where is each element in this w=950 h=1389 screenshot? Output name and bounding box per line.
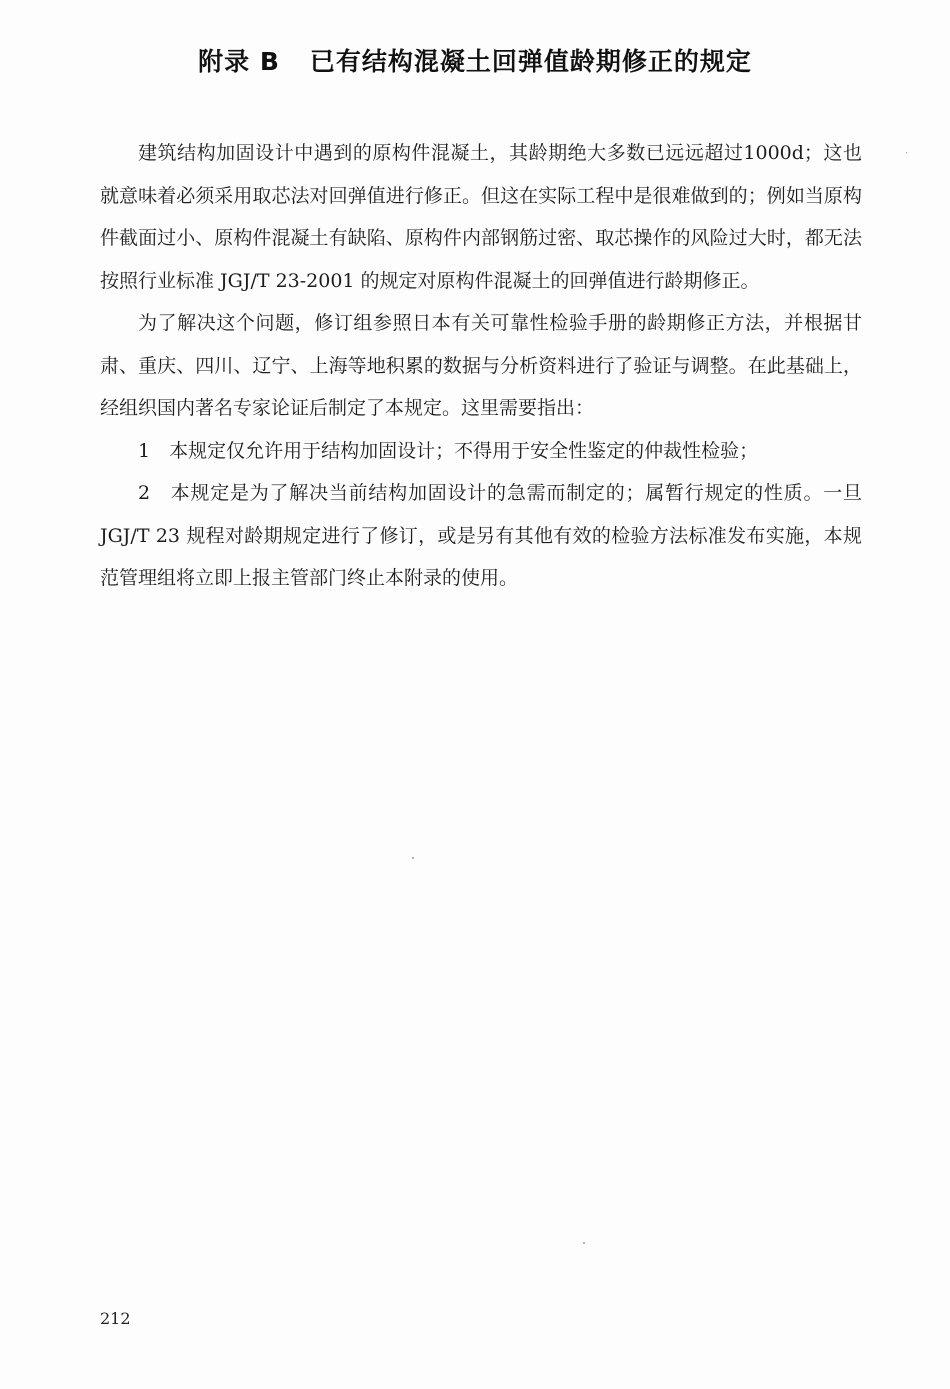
list-item-1: 1 本规定仅允许用于结构加固设计；不得用于安全性鉴定的仲裁性检验； [138, 439, 759, 462]
appendix-heading: 已有结构混凝土回弹值龄期修正的规定 [309, 47, 752, 76]
scan-speck [583, 1242, 585, 1244]
appendix-title [0, 42, 950, 78]
list-item-2: 2 本规定是为了解决当前结构加固设计的急需而制定的；属暂行规定的性质。一旦 JGJ/T 23 规程对龄期规定进行了修订，或是另有其他有效的检验方法标准发布实施，本规范管理组将立即上报主管部门终止本附录的使用。 [100, 482, 862, 589]
scan-speck [906, 152, 907, 153]
paragraph-2: 为了解决这个问题，修订组参照日本有关可靠性检验手册的龄期修正方法，并根据甘肃、重庆、四川、辽宁、上海等地积累的数据与分析资料进行了验证与调整。在此基础上，经组织国内著名专家论证后制定了本规定。这里需要指出： [100, 312, 862, 419]
body-text [100, 132, 862, 600]
appendix-label: 附录 B [198, 47, 280, 76]
page-number: 212 [100, 1309, 131, 1328]
scan-speck [412, 857, 414, 859]
paragraph-1: 建筑结构加固设计中遇到的原构件混凝土，其龄期绝大多数已远远超过1000d；这也就意味着必须采用取芯法对回弹值进行修正。但这在实际工程中是很难做到的；例如当原构件截面过小、原构件混凝土有缺陷、原构件内部钢筋过密、取芯操作的风险过大时，都无法按照行业标准 JGJ/T 23-2001 的规定对原构件混凝土的回弹值进行龄期修正。 [100, 142, 862, 292]
